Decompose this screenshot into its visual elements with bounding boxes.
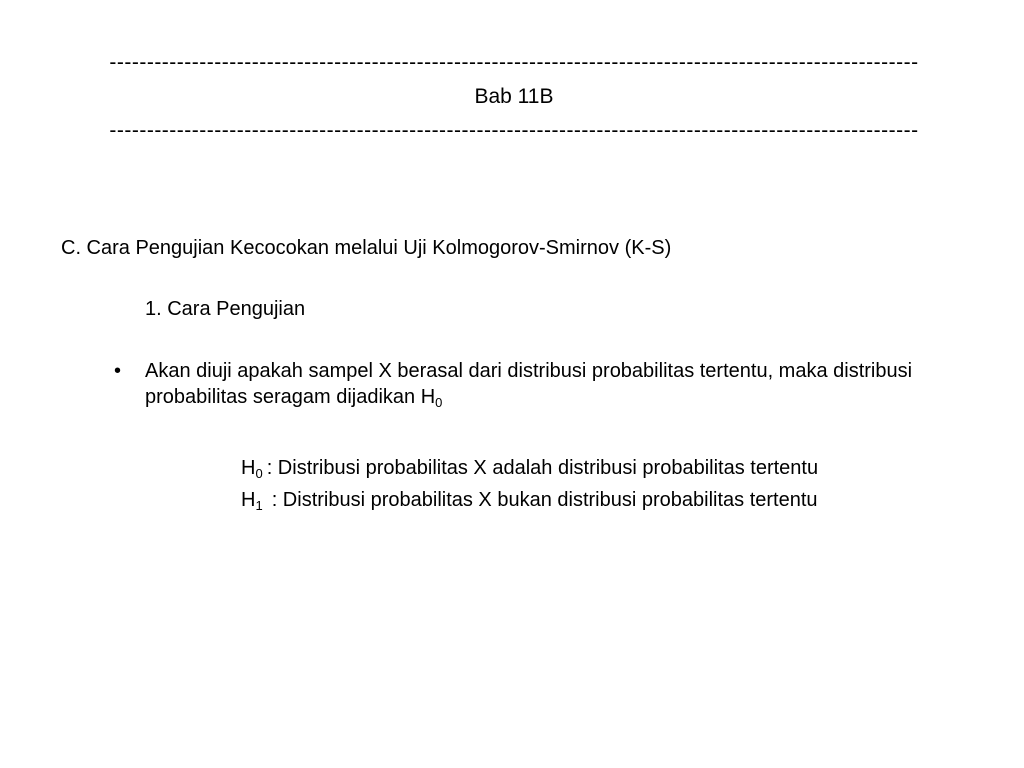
bullet-item (114, 358, 974, 410)
hypothesis-symbol (241, 455, 263, 481)
hypothesis-symbol (241, 487, 263, 513)
hypothesis-subscript: 0 (255, 466, 263, 481)
hypothesis-letter: H (241, 457, 256, 479)
slide-header (64, 46, 964, 148)
header-divider-top: ------------------------------------------------------------------------------------------------------------ (109, 51, 919, 74)
bullet-text (145, 358, 974, 410)
slide-title: Bab 11B (474, 85, 554, 108)
section-heading: C. Cara Pengujian Kecocokan melalui Uji Kolmogorov-Smirnov (K-S) (61, 237, 672, 259)
hypothesis-description: : Distribusi probabilitas X adalah distribusi probabilitas tertentu (266, 457, 819, 479)
subsection-heading: 1. Cara Pengujian (145, 298, 306, 320)
hypothesis-subscript: 1 (255, 498, 263, 513)
header-divider-bottom: ------------------------------------------------------------------------------------------------------------ (109, 119, 919, 142)
bullet-icon: • (114, 360, 122, 382)
bullet-text-subscript: 0 (435, 395, 443, 410)
bullet-text-body: Akan diuji apakah sampel X berasal dari distribusi probabilitas tertentu, maka distribusi probabilitas seragam dijadikan H (145, 360, 913, 408)
hypothesis-letter: H (241, 489, 256, 511)
hypothesis-null (241, 455, 818, 481)
hypothesis-description: : Distribusi probabilitas X bukan distribusi probabilitas tertentu (271, 489, 818, 511)
hypothesis-alternative (241, 487, 818, 513)
